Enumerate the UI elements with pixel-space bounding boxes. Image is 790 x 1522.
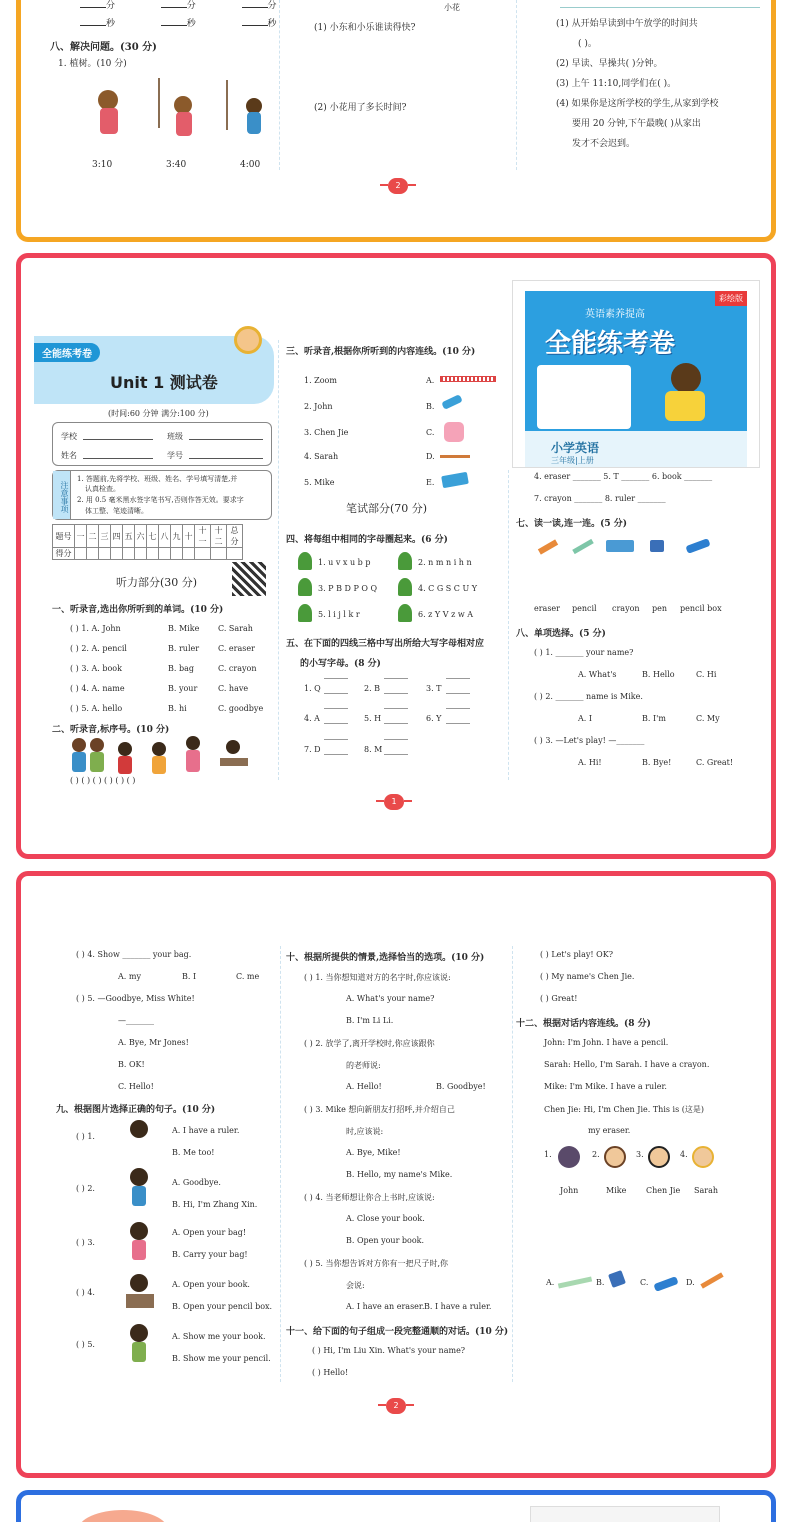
column-divider — [512, 946, 513, 1382]
s1-option-c: C. eraser — [218, 644, 255, 653]
cover-badge: 彩绘版 — [715, 291, 747, 306]
s8-option: C. Hi — [696, 670, 717, 679]
table-bottom-edge — [560, 0, 760, 8]
score-cell: 七 — [147, 525, 159, 548]
s8-option: B. Bye! — [642, 758, 672, 767]
section-5-title: 五、在下面的四线三格中写出所给大写字母相对应 — [286, 639, 485, 649]
kid-body-icon — [72, 752, 86, 772]
kid-icon — [186, 736, 200, 750]
letter-item: 7. D — [304, 745, 321, 754]
palm-tree-icon — [298, 578, 312, 596]
score-cell[interactable] — [75, 548, 87, 560]
page-number: 2 — [386, 1398, 406, 1414]
s12-num: 4. — [680, 1150, 688, 1159]
cover-feature-list — [537, 365, 631, 429]
score-cell[interactable] — [183, 548, 195, 560]
score-cell: 十一 — [195, 525, 211, 548]
s8-option: B. Hello — [642, 670, 675, 679]
page-number: 1 — [384, 794, 404, 810]
letter-item: 2. B — [364, 684, 381, 693]
palm-tree-icon — [298, 604, 312, 622]
time-unit-row-1 — [80, 0, 277, 11]
mid-question-2: (2) 小花用了多长时间? — [314, 103, 407, 113]
s12-name: Sarah — [694, 1186, 718, 1195]
kid-icon — [130, 1168, 148, 1186]
l-option: C. me — [236, 972, 260, 981]
right-question-2: (2) 早读、早操共( )分钟。 — [556, 59, 663, 69]
s1-option-b: B. hi — [168, 704, 187, 713]
letter-item: 5. H — [364, 714, 382, 723]
s3-letter: D. — [426, 452, 435, 461]
score-cell[interactable] — [171, 548, 183, 560]
letter-group: 5. l i j l k r — [318, 610, 360, 619]
blank — [242, 17, 268, 26]
s9-option: B. Open your pencil box. — [172, 1302, 273, 1311]
student-info-box — [52, 422, 272, 466]
score-cell: 总分 — [227, 525, 243, 548]
s12-opt: B. — [596, 1278, 605, 1287]
note-1: 1. 答题前,先将学校、班级、姓名、学号填写清楚,并 — [77, 475, 238, 483]
letter-group: 3. P B D P O Q — [318, 584, 378, 593]
s12-num: 3. — [636, 1150, 644, 1159]
s10-option: B. I have a ruler. — [424, 1302, 492, 1311]
letter-group: 2. n m n i h n — [418, 558, 472, 567]
section-11-title: 十一、给下面的句子组成一段完整通顺的对话。(10 分) — [286, 1327, 509, 1337]
s7-word: crayon — [612, 604, 640, 613]
s12-num: 1. — [544, 1150, 552, 1159]
l-option: C. Hello! — [118, 1082, 154, 1091]
pencil-icon — [440, 455, 470, 458]
score-cell[interactable] — [147, 548, 159, 560]
section-2-title: 二、听录音,标序号。(10 分) — [52, 725, 170, 735]
score-cell[interactable] — [195, 548, 211, 560]
kid-icon — [130, 1274, 148, 1292]
kid-face-icon — [692, 1146, 714, 1168]
palm-tree-icon — [398, 604, 412, 622]
s3-letter: B. — [426, 402, 435, 411]
s10-option: A. What's your name? — [346, 994, 435, 1003]
kid-icon — [130, 1324, 148, 1342]
unit-text: 分 — [186, 1, 196, 11]
kid-icon — [152, 742, 166, 756]
s1-option-a: ( ) 4. A. name — [70, 684, 125, 693]
s10-option: A. Bye, Mike! — [346, 1148, 401, 1157]
kid-icon — [90, 738, 104, 752]
note-2: 2. 用 0.5 毫米黑水签字笔书写,否则作答无效。要求字 — [77, 496, 244, 504]
score-value-row — [53, 548, 243, 560]
right-question-3: (3) 上午 11:10,同学们在( )。 — [556, 79, 677, 89]
s1-option-a: ( ) 3. A. book — [70, 664, 122, 673]
blank — [161, 17, 187, 26]
cover-grade: 三年级|上册 — [551, 456, 594, 465]
pencil-box-icon — [606, 540, 634, 552]
s9-num: ( ) 5. — [76, 1340, 95, 1349]
note-1b: 认真检查。 — [85, 485, 120, 493]
palm-tree-icon — [398, 552, 412, 570]
letter-group: 1. u v x u b p — [318, 558, 371, 567]
s1-option-c: C. Sarah — [218, 624, 253, 633]
column-divider — [279, 0, 280, 170]
s9-option: A. Open your book. — [172, 1280, 250, 1289]
right-question-4c: 发才不会迟到。 — [572, 139, 636, 149]
s10-question: ( ) 2. 放学了,离开学校时,你应该跟你 — [304, 1039, 435, 1048]
s9-option: B. Carry your bag! — [172, 1250, 248, 1259]
s8-option: A. What's — [578, 670, 617, 679]
xiaohua-label: 小花 — [444, 3, 460, 12]
right-question-1: (1) 从开始早读到中午放学的时间共 — [556, 19, 698, 29]
s10-option: B. Open your book. — [346, 1236, 425, 1245]
s9-option: B. Show me your pencil. — [172, 1354, 271, 1363]
s10-option: A. I have an eraser. — [346, 1302, 425, 1311]
school-field[interactable] — [83, 439, 153, 440]
series-tag: 全能练考卷 — [34, 343, 100, 362]
l-option: B. OK! — [118, 1060, 145, 1069]
s1-option-a: ( ) 5. A. hello — [70, 704, 123, 713]
score-cell: 一 — [75, 525, 87, 548]
s1-option-a: ( ) 1. A. John — [70, 624, 121, 633]
score-cell: 八 — [159, 525, 171, 548]
kid-body-icon — [100, 108, 118, 134]
s7-word: pen — [652, 604, 668, 613]
tree-icon — [226, 80, 228, 130]
s1-option-c: C. goodbye — [218, 704, 264, 713]
s1-option-c: C. crayon — [218, 664, 257, 673]
letter-item: 6. Y — [426, 714, 442, 723]
right-question-4b: 要用 20 分钟,下午最晚( )从家出 — [572, 119, 701, 129]
r-item: ( ) Great! — [540, 994, 578, 1003]
s12-line: Chen Jie: Hi, I'm Chen Jie. This is (这是) — [544, 1105, 704, 1114]
section-2-brackets: ( ) ( ) ( ) ( ) ( ) ( ) — [70, 776, 136, 785]
crab-page-number-icon — [376, 790, 412, 814]
blank — [161, 0, 187, 8]
column-divider — [508, 470, 509, 780]
s10-question-cont: 会说: — [346, 1281, 365, 1290]
book-cover-image — [512, 280, 760, 468]
letter-item: 3. T — [426, 684, 442, 693]
letter-item: 4. A — [304, 714, 320, 723]
s9-option: A. I have a ruler. — [172, 1126, 240, 1135]
cover-background — [525, 291, 747, 468]
s3-name: 5. Mike — [304, 478, 335, 487]
score-header-row — [53, 525, 243, 548]
boy-mascot-icon — [671, 363, 701, 393]
kid-body-icon — [176, 112, 192, 136]
kid-body-icon — [186, 750, 200, 772]
s12-num: 2. — [592, 1150, 600, 1159]
next-cover-edge — [530, 1506, 720, 1522]
bag-icon — [444, 422, 464, 442]
s9-num: ( ) 1. — [76, 1132, 95, 1141]
kid-icon — [118, 742, 132, 756]
time-1: 3:10 — [92, 160, 113, 170]
score-cell: 五 — [123, 525, 135, 548]
s1-option-a: ( ) 2. A. pencil — [70, 644, 127, 653]
score-cell[interactable] — [123, 548, 135, 560]
four-line-grid[interactable] — [324, 708, 348, 724]
eraser-icon — [650, 540, 664, 552]
section-12-title: 十二、根据对话内容连线。(8 分) — [516, 1019, 651, 1029]
score-cell[interactable] — [159, 548, 171, 560]
score-cell[interactable] — [227, 548, 243, 560]
s10-question-cont: 的老师说: — [346, 1061, 381, 1070]
s3-name: 2. John — [304, 402, 333, 411]
score-cell: 六 — [135, 525, 147, 548]
l-question-5b: —_______ — [118, 1016, 154, 1025]
s9-num: ( ) 3. — [76, 1238, 95, 1247]
four-line-grid[interactable] — [324, 678, 348, 694]
listening-title: 听力部分(30 分) — [116, 576, 198, 589]
four-line-grid[interactable] — [384, 678, 408, 694]
score-cell: 二 — [87, 525, 99, 548]
column-divider — [280, 946, 281, 1382]
cover-title: 全能练考卷 — [545, 329, 676, 359]
four-line-grid[interactable] — [384, 708, 408, 724]
s8-question-3: ( ) 3. —Let's play! —_______ — [534, 736, 645, 745]
written-title: 笔试部分(70 分) — [346, 502, 428, 515]
right-line-1: 4. eraser _______ 5. T _______ 6. book _______ — [534, 472, 713, 481]
test-title: Unit 1 测试卷 — [110, 373, 218, 392]
notes-label: 注意事项 — [53, 471, 71, 519]
section-1-title: 一、听录音,选出你所听到的单词。(10 分) — [52, 605, 224, 615]
unit-text: 分 — [267, 1, 277, 11]
kid-icon — [72, 738, 86, 752]
kid-icon — [226, 740, 240, 754]
kid-body-icon — [247, 112, 261, 134]
name-field[interactable] — [83, 458, 153, 459]
s8-option: A. Hi! — [578, 758, 602, 767]
kid-face-icon — [558, 1146, 580, 1168]
section-7-title: 七、读一读,连一连。(5 分) — [516, 519, 628, 529]
palm-tree-icon — [398, 578, 412, 596]
s8-question-2: ( ) 2. _______ name is Mike. — [534, 692, 643, 701]
question-1-title: 1. 植树。(10 分) — [58, 59, 127, 69]
s8-option: A. I — [578, 714, 593, 723]
score-cell: 四 — [111, 525, 123, 548]
s10-question: ( ) 5. 当你想告诉对方你有一把尺子时,你 — [304, 1259, 449, 1268]
section-8-title: 八、单项选择。(5 分) — [516, 629, 606, 639]
s10-option: B. Goodbye! — [436, 1082, 486, 1091]
l-option: A. my — [118, 972, 141, 981]
s12-name: Mike — [606, 1186, 627, 1195]
s1-option-b: B. your — [168, 684, 198, 693]
time-2: 3:40 — [166, 160, 187, 170]
unit-text: 秒 — [267, 19, 277, 29]
section-5-title-2: 的小写字母。(8 分) — [300, 659, 381, 669]
kid-face-icon — [648, 1146, 670, 1168]
letter-item: 8. M — [364, 745, 383, 754]
s9-option: A. Open your bag! — [172, 1228, 247, 1237]
desk-icon — [126, 1294, 154, 1308]
tree-icon — [158, 78, 160, 128]
score-cell[interactable] — [87, 548, 99, 560]
s12-opt: D. — [686, 1278, 695, 1287]
qr-code-icon — [232, 562, 266, 596]
s1-option-b: B. bag — [168, 664, 194, 673]
s7-word: eraser — [534, 604, 560, 613]
note-2b: 体工整、笔迹清晰。 — [85, 507, 148, 515]
desk-icon — [220, 758, 248, 766]
s10-option: A. Hello! — [346, 1082, 382, 1091]
boy-body-icon — [665, 391, 705, 421]
crab-page-number-icon — [378, 1394, 414, 1418]
notes-box — [52, 470, 272, 520]
unit-text: 分 — [106, 1, 116, 11]
score-cell: 题号 — [53, 525, 75, 548]
class-label: 班级 — [167, 432, 183, 441]
score-cell: 三 — [99, 525, 111, 548]
id-field[interactable] — [189, 458, 263, 459]
l-option: B. I — [182, 972, 197, 981]
girl-mascot-icon — [234, 326, 262, 354]
score-cell: 十 — [183, 525, 195, 548]
s12-name: Chen Jie — [646, 1186, 681, 1195]
s9-option: B. Me too! — [172, 1148, 215, 1157]
s9-option: A. Show me your book. — [172, 1332, 266, 1341]
school-label: 学校 — [61, 432, 77, 441]
kid-face-icon — [604, 1146, 626, 1168]
s10-question: ( ) 4. 当老师想让你合上书时,应该说: — [304, 1193, 435, 1202]
s8-option: C. My — [696, 714, 720, 723]
s3-name: 1. Zoom — [304, 376, 337, 385]
s3-letter: E. — [426, 478, 435, 487]
s8-question-1: ( ) 1. _______ your name? — [534, 648, 634, 657]
test-meta: (时间:60 分钟 满分:100 分) — [108, 409, 209, 418]
column-divider — [278, 340, 279, 780]
kid-body-icon — [118, 756, 132, 774]
score-cell[interactable] — [211, 548, 227, 560]
s1-option-b: B. ruler — [168, 644, 200, 653]
right-line-2: 7. crayon _______ 8. ruler _______ — [534, 494, 666, 503]
s7-word: pencil box — [680, 604, 722, 613]
crab-page-number-icon — [380, 174, 416, 198]
time-3: 4:00 — [240, 160, 261, 170]
s3-name: 4. Sarah — [304, 452, 339, 461]
s3-letter: C. — [426, 428, 435, 437]
s10-option: A. Close your book. — [346, 1214, 425, 1223]
blank — [80, 17, 106, 26]
r-item: ( ) Let's play! OK? — [540, 950, 613, 959]
l-question-5: ( ) 5. —Goodbye, Miss White! — [76, 994, 195, 1003]
s10-option: B. I'm Li Li. — [346, 1016, 394, 1025]
s9-num: ( ) 2. — [76, 1184, 95, 1193]
score-cell[interactable] — [135, 548, 147, 560]
s11-item: ( ) Hello! — [312, 1368, 349, 1377]
s3-letter: A. — [426, 376, 435, 385]
name-label: 姓名 — [61, 451, 77, 460]
kid-body-icon — [132, 1342, 146, 1362]
column-divider — [516, 0, 517, 170]
section-8-title: 八、解决问题。(30 分) — [50, 42, 157, 53]
kid-icon — [130, 1222, 148, 1240]
s9-num: ( ) 4. — [76, 1288, 95, 1297]
unit-text: 秒 — [186, 19, 196, 29]
blank — [80, 0, 106, 8]
cover-subject: 小学英语 — [551, 441, 600, 455]
blank — [242, 0, 268, 8]
four-line-grid[interactable] — [446, 708, 470, 724]
ruler-icon — [440, 376, 496, 382]
s10-option: B. Hello, my name's Mike. — [346, 1170, 453, 1179]
letter-group: 6. z Y V z w A — [418, 610, 474, 619]
s8-option: B. I'm — [642, 714, 666, 723]
four-line-grid[interactable] — [384, 739, 408, 755]
s10-question: ( ) 3. Mike 想向新朋友打招呼,并介绍自己 — [304, 1105, 455, 1114]
score-cell: 得分 — [53, 548, 75, 560]
section-4-title: 四、将每组中相同的字母圈起来。(6 分) — [286, 535, 448, 545]
s8-option: C. Great! — [696, 758, 734, 767]
unit-text: 秒 — [106, 19, 116, 29]
score-cell[interactable] — [99, 548, 111, 560]
s12-name: John — [560, 1186, 579, 1195]
kid-head-icon — [98, 90, 118, 110]
s12-line: my eraser. — [588, 1126, 631, 1135]
kid-icon — [130, 1120, 148, 1138]
score-cell: 九 — [171, 525, 183, 548]
s12-line: John: I'm John. I have a pencil. — [544, 1038, 669, 1047]
r-item: ( ) My name's Chen Jie. — [540, 972, 635, 981]
s7-word: pencil — [572, 604, 597, 613]
s9-option: A. Goodbye. — [172, 1178, 221, 1187]
page-number: 2 — [388, 178, 408, 194]
mid-question-1: (1) 小东和小乐谁读得快? — [314, 23, 416, 33]
letter-group: 4. C G S C U Y — [418, 584, 478, 593]
s12-opt: C. — [640, 1278, 649, 1287]
l-option: A. Bye, Mr Jones! — [118, 1038, 189, 1047]
s10-question-cont: 时,应该说: — [346, 1127, 384, 1136]
s1-option-b: B. Mike — [168, 624, 200, 633]
palm-tree-icon — [298, 552, 312, 570]
kid-body-icon — [90, 752, 104, 772]
s1-option-c: C. have — [218, 684, 249, 693]
s3-name: 3. Chen Jie — [304, 428, 349, 437]
section-9-title: 九、根据图片选择正确的句子。(10 分) — [56, 1105, 216, 1115]
right-question-4: (4) 如果你是这所学校的学生,从家到学校 — [556, 99, 719, 109]
s11-item: ( ) Hi, I'm Liu Xin. What's your name? — [312, 1346, 466, 1355]
cover-subtitle: 英语素养提高 — [585, 309, 645, 320]
id-label: 学号 — [167, 451, 183, 460]
section-3-title: 三、听录音,根据你所听到的内容连线。(10 分) — [286, 347, 476, 357]
four-line-grid[interactable] — [446, 678, 470, 694]
s10-question: ( ) 1. 当你想知道对方的名字时,你应该说: — [304, 973, 451, 982]
class-field[interactable] — [189, 439, 263, 440]
s12-opt: A. — [546, 1278, 555, 1287]
s12-line: Mike: I'm Mike. I have a ruler. — [544, 1082, 667, 1091]
letter-item: 1. Q — [304, 684, 321, 693]
time-unit-row-2 — [80, 16, 277, 29]
kid-body-icon — [152, 756, 166, 774]
score-cell[interactable] — [111, 548, 123, 560]
s9-option: B. Hi, I'm Zhang Xin. — [172, 1200, 258, 1209]
kid-body-icon — [132, 1186, 146, 1206]
s12-line: Sarah: Hello, I'm Sarah. I have a crayon. — [544, 1060, 710, 1069]
four-line-grid[interactable] — [324, 739, 348, 755]
score-cell: 十二 — [211, 525, 227, 548]
l-question-4: ( ) 4. Show _______ your bag. — [76, 950, 192, 959]
kid-body-icon — [132, 1240, 146, 1260]
score-table — [52, 524, 243, 560]
right-question-1-blank: ( )。 — [578, 39, 597, 49]
section-10-title: 十、根据所提供的情景,选择恰当的选项。(10 分) — [286, 953, 485, 963]
